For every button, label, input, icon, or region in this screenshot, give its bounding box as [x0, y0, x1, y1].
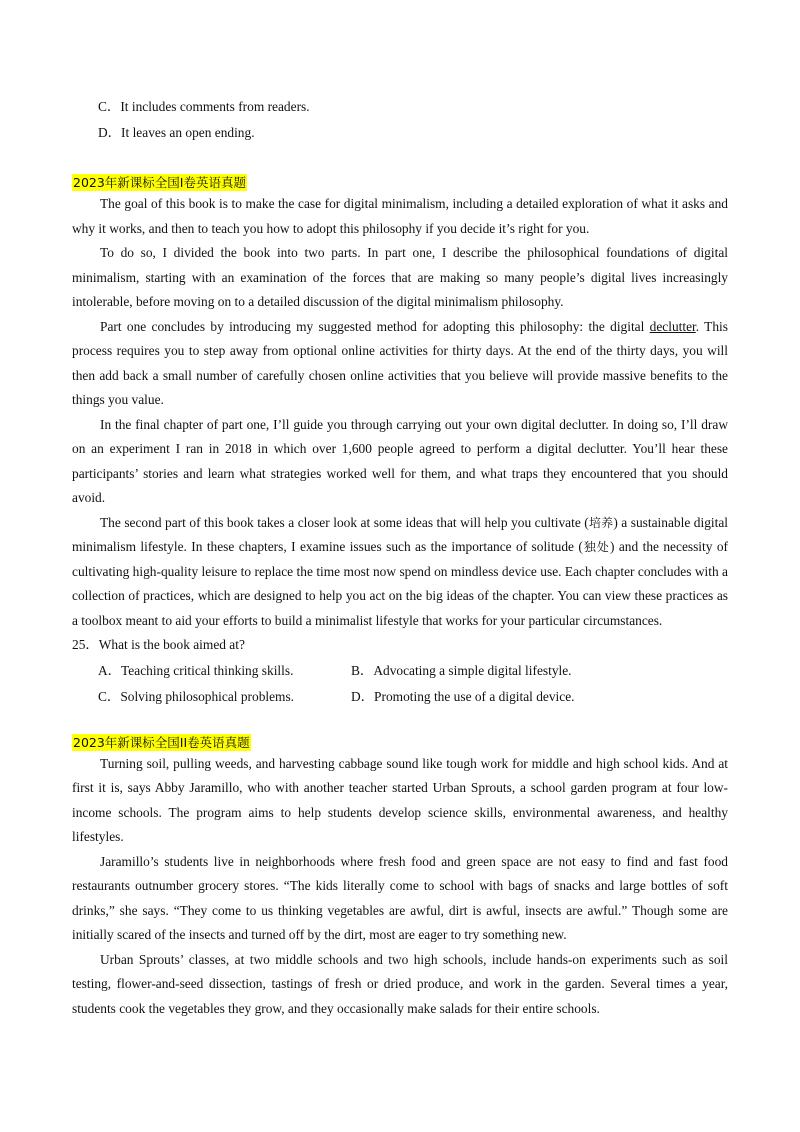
p5-text-b: ) a sustainable digital minimalism lifestyle. In these chapters, I examine issues such as the importance of solitude ( [72, 514, 728, 554]
option-c: C．Solving philosophical problems. [98, 688, 295, 704]
passage1-paragraph-3 [72, 315, 728, 413]
passage2-header [72, 734, 728, 752]
option-d: D．Promoting the use of a digital device. [351, 688, 575, 704]
gloss-solitude: 独处 [582, 540, 610, 554]
options-row-2 [72, 684, 728, 710]
passage1-paragraph-4: In the final chapter of part one, I’ll guide you through carrying out your own digital declutter. In doing so, I’ll draw on an experiment I ran in 2018 in which over 1,600 people agreed to perform a digital declutter. You’ll hear these participants’ stories and learn what strategies worked well for them, and what traps they encountered that you should avoid. [72, 416, 728, 505]
declutter-underlined: declutter [649, 318, 696, 334]
p5-text-a: The second part of this book takes a closer look at some ideas that will help you cultivate ( [100, 514, 589, 530]
passage2-tag: 2023年新课标全国II卷英语真题 [73, 734, 250, 750]
passage1-paragraph-5 [72, 511, 728, 634]
prev-option-d: D．It leaves an open ending. [98, 125, 255, 140]
passage1-paragraph-2: To do so, I divided the book into two parts. In part one, I describe the philosophical foundations of digital minimalism, starting with an examination of the forces that are making so many people’s digital lives increasingly intolerable, before moving on to a detailed discussion of the digital minimalism philosophy. [72, 245, 728, 309]
prev-option-c: C．It includes comments from readers. [98, 99, 310, 114]
passage1-header [72, 174, 728, 192]
passage1-paragraph-1: The goal of this book is to make the case for digital minimalism, including a detailed exploration of what it asks and why it works, and then to teach you how to adopt this philosophy if you decide it’s right for you. [72, 196, 728, 236]
document-page [72, 94, 728, 1021]
option-b: B．Advocating a simple digital lifestyle. [351, 662, 572, 678]
p3-text-b: . This process requires you to step away from optional online activities for thirty days. At the end of the thirty days, you will then add back a small number of carefully chosen online activities that you believe will provide massive benefits to the things you value. [72, 318, 728, 407]
passage1-tag: 2023年新课标全国I卷英语真题 [73, 175, 246, 190]
passage2-paragraph-1: Turning soil, pulling weeds, and harvesting cabbage sound like tough work for middle and high school kids. And at first it is, says Abby Jaramillo, who with another teacher started Urban Sprouts, a school garden program at four low-income schools. The program aims to help students develop science skills, environmental awareness, and healthy lifestyles. [72, 755, 728, 844]
passage2-paragraph-3: Urban Sprouts’ classes, at two middle schools and two high schools, include hands-on experiments such as soil testing, flower-and-seed dissection, tastings of fresh or dried produce, and work in the garden. Several times a year, students cook the vegetables they grow, and they occasionally make salads for their entire schools. [72, 951, 728, 1016]
passage2-paragraph-2: Jaramillo’s students live in neighborhoods where fresh food and green space are not easy to find and fast food restaurants outnumber grocery stores. “The kids literally come to school with bags of snacks and large bottles of soft drinks,” she says. “They come to us thinking vegetables are awful, dirt is awful, insects are awful.” Though some are initially scared of the insects and turned off by the dirt, most are eager to try something new. [72, 853, 728, 942]
gloss-cultivate: 培养 [588, 515, 614, 530]
p3-text-a: Part one concludes by introducing my suggested method for adopting this philosophy: the digital [100, 318, 650, 334]
option-a: A．Teaching critical thinking skills. [98, 662, 294, 678]
options-row-1 [72, 658, 728, 684]
question-25: 25．What is the book aimed at? [72, 637, 245, 652]
p5-text-c: ) and the necessity of cultivating high-quality leisure to replace the time most now spend on mindless device use. Each chapter concludes with a collection of practices, which are designed to help you act on the big ideas of the chapter. You can view these practices as a toolbox meant to aid your efforts to build a minimalist lifestyle that works for your particular circumstances. [72, 539, 728, 628]
